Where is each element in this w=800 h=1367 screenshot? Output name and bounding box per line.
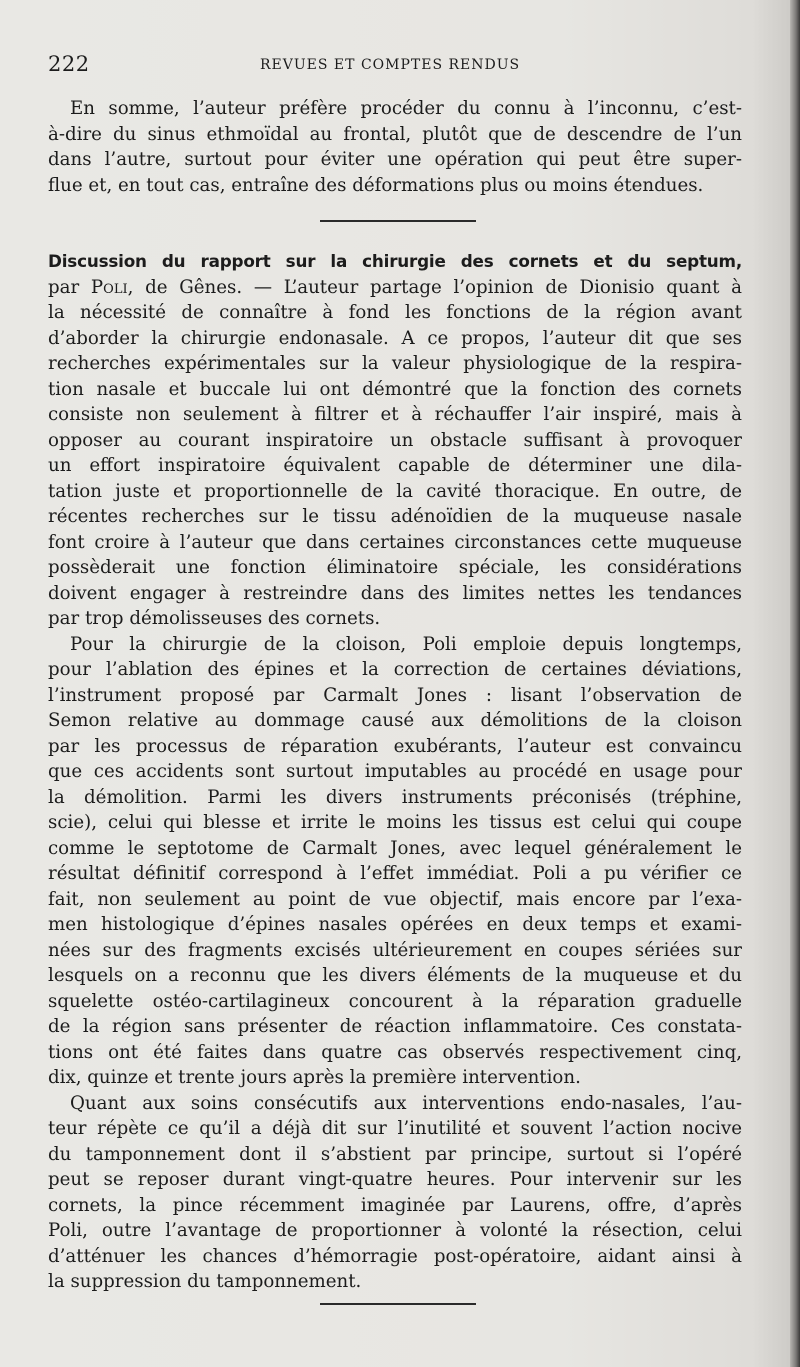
- text-line: que ces accidents sont surtout imputables au procédé en usage pour: [48, 761, 742, 782]
- text-line: la nécessité de connaître à fond les fonctions de la région avant: [48, 302, 742, 323]
- text-line: fait, non seulement au point de vue objectif, mais encore par l’exa-: [48, 888, 742, 910]
- byline-rest: , de Gênes. — L’auteur partage l’opinion de Dionisio quant à: [127, 276, 742, 298]
- page-spine-shadow: [790, 0, 800, 1367]
- text-line: opposer au courant inspiratoire un obstacle suffisant à provoquer: [48, 429, 742, 451]
- text-line: l’instrument proposé par Carmalt Jones : lisant l’observation de: [48, 684, 742, 706]
- text-line: pour l’ablation des épines et la correction de certaines déviations,: [48, 659, 742, 680]
- text-line: teur répète ce qu’il a déjà dit sur l’inutilité et souvent l’action nocive: [48, 1118, 742, 1139]
- text-line: d’aborder la chirurgie endonasale. A ce propos, l’auteur dit que ses: [48, 327, 742, 349]
- text-line: lesquels on a reconnu que les divers éléments de la muqueuse et du: [48, 965, 742, 986]
- page-number: 222: [48, 52, 90, 76]
- discussion-title-line: [48, 249, 742, 275]
- text-line: résultat définitif correspond à l’effet immédiat. Poli a pu vérifier ce: [48, 863, 742, 884]
- page-header: [48, 52, 748, 82]
- text-line: cornets, la pince récemment imaginée par Laurens, offre, d’après: [48, 1194, 742, 1216]
- text-line: la démolition. Parmi les divers instruments préconisés (tréphine,: [48, 786, 742, 808]
- section-divider-bottom: [320, 1303, 476, 1305]
- text-line: un effort inspiratoire équivalent capable de déterminer une dila-: [48, 455, 742, 476]
- text-line: squelette ostéo-cartilagineux concourent à la réparation graduelle: [48, 990, 742, 1012]
- text-line: scie), celui qui blesse et irrite le moins les tissus est celui qui coupe: [48, 812, 742, 833]
- text-line: à-dire du sinus ethmoïdal au frontal, plutôt que de descendre de l’un: [48, 123, 742, 145]
- text-line: Poli, outre l’avantage de proportionner à volonté la résection, celui: [48, 1220, 742, 1241]
- discussion-byline: [48, 275, 742, 301]
- text-line: par les processus de réparation exubérants, l’auteur est convaincu: [48, 735, 742, 757]
- intro-paragraph: [48, 96, 742, 198]
- text-line: par trop démolisseuses des cornets.: [48, 608, 381, 629]
- text-line: nées sur des fragments excisés ultérieurement en coupes sériées sur: [48, 939, 742, 961]
- author-name: Poli: [90, 276, 128, 298]
- text-line: tion nasale et buccale lui ont démontré que la fonction des cornets: [48, 378, 742, 400]
- text-line: font croire à l’auteur que dans certaines circonstances cette muqueuse: [48, 531, 742, 553]
- text-line: doivent engager à restreindre dans des limites nettes les tendances: [48, 582, 742, 604]
- text-line: d’atténuer les chances d’hémorragie post-opératoire, aidant ainsi à: [48, 1245, 742, 1267]
- text-line: la suppression du tamponnement.: [48, 1271, 362, 1292]
- text-line: recherches expérimentales sur la valeur physiologique de la respira-: [48, 353, 742, 374]
- discussion-paragraph-3: [48, 1091, 742, 1295]
- text-line: possèderait une fonction éliminatoire spéciale, les considérations: [48, 557, 742, 578]
- text-line: peut se reposer durant vingt-quatre heures. Pour intervenir sur les: [48, 1169, 742, 1190]
- text-line: En somme, l’auteur préfère procéder du connu à l’inconnu, c’est-: [70, 98, 742, 119]
- text-line: récentes recherches sur le tissu adénoïdien de la muqueuse nasale: [48, 506, 742, 527]
- text-line: Pour la chirurgie de la cloison, Poli emploie depuis longtemps,: [70, 633, 742, 655]
- text-line: tation juste et proportionnelle de la cavité thoracique. En outre, de: [48, 480, 742, 502]
- discussion-paragraph-1: [48, 300, 742, 632]
- text-line: Quant aux soins consécutifs aux interventions endo-nasales, l’au-: [70, 1092, 742, 1114]
- text-line: consiste non seulement à filtrer et à réchauffer l’air inspiré, mais à: [48, 404, 742, 425]
- discussion-paragraph-2: [48, 632, 742, 1091]
- text-line: men histologique d’épines nasales opérées en deux temps et exami-: [48, 914, 742, 935]
- text-line: tions ont été faites dans quatre cas observés respectivement cinq,: [48, 1041, 742, 1063]
- text-line: de la région sans présenter de réaction inflammatoire. Ces constata-: [48, 1016, 742, 1037]
- discussion-title: Discussion du rapport sur la chirurgie des cornets et du septum,: [48, 251, 742, 271]
- running-head: REVUES ET COMPTES RENDUS: [260, 57, 521, 73]
- text-line: dans l’autre, surtout pour éviter une opération qui peut être super-: [48, 149, 742, 170]
- text-line: comme le septotome de Carmalt Jones, avec lequel généralement le: [48, 837, 742, 859]
- text-line: Semon relative au dommage causé aux démolitions de la cloison: [48, 710, 742, 731]
- byline-prefix: par: [48, 276, 80, 298]
- text-line: flue et, en tout cas, entraîne des déformations plus ou moins étendues.: [48, 174, 704, 196]
- text-line: dix, quinze et trente jours après la première intervention.: [48, 1067, 581, 1088]
- discussion-section: [48, 249, 742, 1295]
- text-line: du tamponnement dont il s’abstient par principe, surtout si l’opéré: [48, 1143, 742, 1165]
- section-divider-top: [320, 220, 476, 222]
